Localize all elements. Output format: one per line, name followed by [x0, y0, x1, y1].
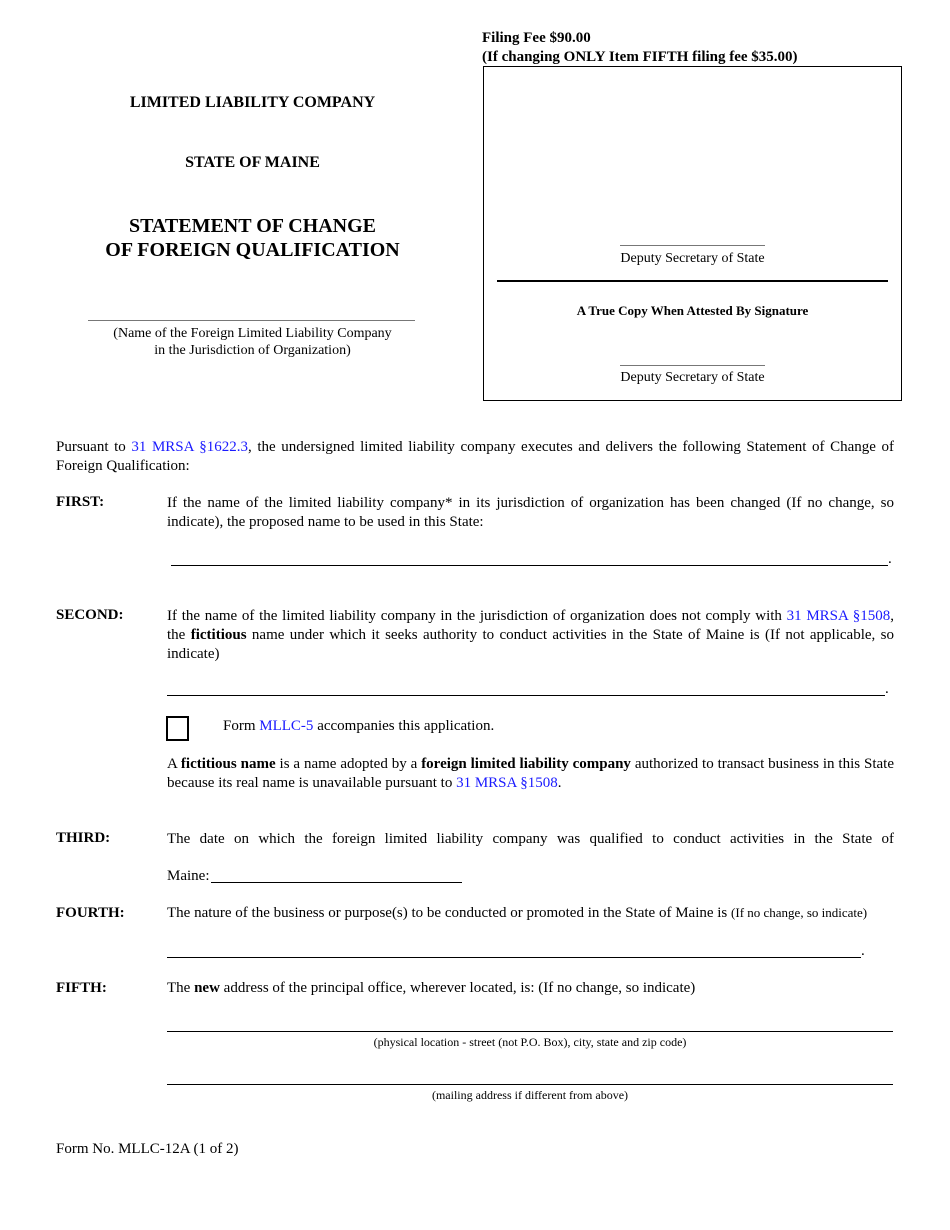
- fourth-small: (If no change, so indicate): [731, 905, 868, 920]
- checkbox-prefix: Form: [223, 718, 260, 734]
- intro-statute-link[interactable]: 31 MRSA §1622.3: [131, 439, 248, 455]
- name-caption-line1: (Name of the Foreign Limited Liability Company: [113, 326, 392, 341]
- first-name-field[interactable]: [171, 565, 888, 566]
- deputy-label-1: Deputy Secretary of State: [620, 251, 765, 266]
- note-bold2: foreign limited liability company: [421, 756, 631, 772]
- filing-fee-line2: (If changing ONLY Item FIFTH filing fee $35.00): [482, 49, 798, 65]
- company-name-field[interactable]: [88, 320, 415, 321]
- third-label: THIRD:: [56, 830, 111, 846]
- fictitious-name-field[interactable]: [167, 695, 885, 696]
- title-line1: STATEMENT OF CHANGE: [128, 215, 377, 237]
- checkbox-suffix: accompanies this application.: [313, 718, 495, 734]
- fifth-text-a: The: [167, 980, 195, 996]
- fifth-label: FIFTH:: [56, 980, 107, 996]
- fourth-period: .: [861, 943, 865, 959]
- note-end: .: [557, 775, 562, 791]
- fourth-main: The nature of the business or purpose(s) to be conducted or promoted in the State of Maine is: [167, 905, 732, 921]
- fourth-text: [167, 905, 894, 922]
- deputy-label-2: Deputy Secretary of State: [620, 370, 765, 385]
- mllc5-checkbox[interactable]: [166, 716, 189, 741]
- state-name: STATE OF MAINE: [185, 154, 320, 171]
- note-statute-link[interactable]: 31 MRSA §1508: [456, 775, 558, 791]
- second-text-c: name under which it seeks authority to conduct activities in the State of Maine is (If not applicable, so indicate): [167, 627, 894, 662]
- first-text: If the name of the limited liability company* in its jurisdiction of organization has been changed (If no change, so indicate), the proposed name to be used in this State:: [167, 495, 894, 530]
- fifth-bold: new: [194, 980, 220, 996]
- checkbox-label: [223, 718, 494, 735]
- second-period: .: [885, 681, 889, 697]
- fifth-text-b: address of the principal office, wherever located, is: (If no change, so indicate): [219, 980, 696, 996]
- second-label: SECOND:: [56, 607, 124, 623]
- deputy-signature-line-2: [620, 365, 765, 366]
- second-bold: fictitious: [190, 627, 247, 643]
- third-text: The date on which the foreign limited liability company was qualified to conduct activities in the State of: [167, 831, 894, 847]
- second-statute-link[interactable]: 31 MRSA §1508: [786, 608, 891, 624]
- mllc5-link[interactable]: MLLC-5: [259, 718, 314, 734]
- mailing-address-caption: (mailing address if different from above): [431, 1088, 629, 1102]
- deputy-signature-line-1: [620, 245, 765, 246]
- qualification-date-field[interactable]: [211, 882, 462, 883]
- note-a: A: [167, 756, 181, 772]
- note-c: authorized to transact business in this State because its real name is unavailable pursuant to: [167, 756, 894, 791]
- name-caption-line2: in the Jurisdiction of Organization): [154, 343, 351, 358]
- physical-address-field[interactable]: [167, 1031, 893, 1032]
- third-maine-label: Maine:: [167, 868, 210, 884]
- second-text: [167, 607, 894, 664]
- intro-paragraph: [56, 438, 894, 476]
- stamp-divider: [497, 280, 888, 282]
- true-copy-label: A True Copy When Attested By Signature: [576, 303, 809, 318]
- company-type: LIMITED LIABILITY COMPANY: [129, 94, 376, 111]
- title-line2: OF FOREIGN QUALIFICATION: [105, 239, 400, 261]
- note-b: is a name adopted by a: [275, 756, 422, 772]
- form-number: Form No. MLLC-12A (1 of 2): [56, 1141, 239, 1157]
- intro-prefix: Pursuant to: [56, 439, 132, 455]
- intro-suffix: , the undersigned limited liability company executes and delivers the following Statement of Change of Foreign Qualification:: [56, 439, 894, 474]
- second-text-b: , the: [167, 608, 894, 643]
- first-period: .: [888, 551, 892, 567]
- note-bold1: fictitious name: [180, 756, 276, 772]
- fifth-text: [167, 980, 695, 997]
- fictitious-note: [167, 755, 894, 793]
- stamp-box: [483, 66, 902, 401]
- second-text-a: If the name of the limited liability company in the jurisdiction of organization does not comply with: [167, 608, 787, 624]
- fourth-label: FOURTH:: [56, 905, 125, 921]
- physical-address-caption: (physical location - street (not P.O. Box), city, state and zip code): [373, 1035, 687, 1049]
- filing-fee-line1: Filing Fee $90.00: [482, 30, 591, 46]
- business-purpose-field[interactable]: [167, 957, 861, 958]
- company-name-caption: [60, 325, 445, 359]
- filing-fee: [482, 29, 798, 67]
- mailing-address-field[interactable]: [167, 1084, 893, 1085]
- page-title: [60, 214, 445, 262]
- first-label: FIRST:: [56, 494, 105, 510]
